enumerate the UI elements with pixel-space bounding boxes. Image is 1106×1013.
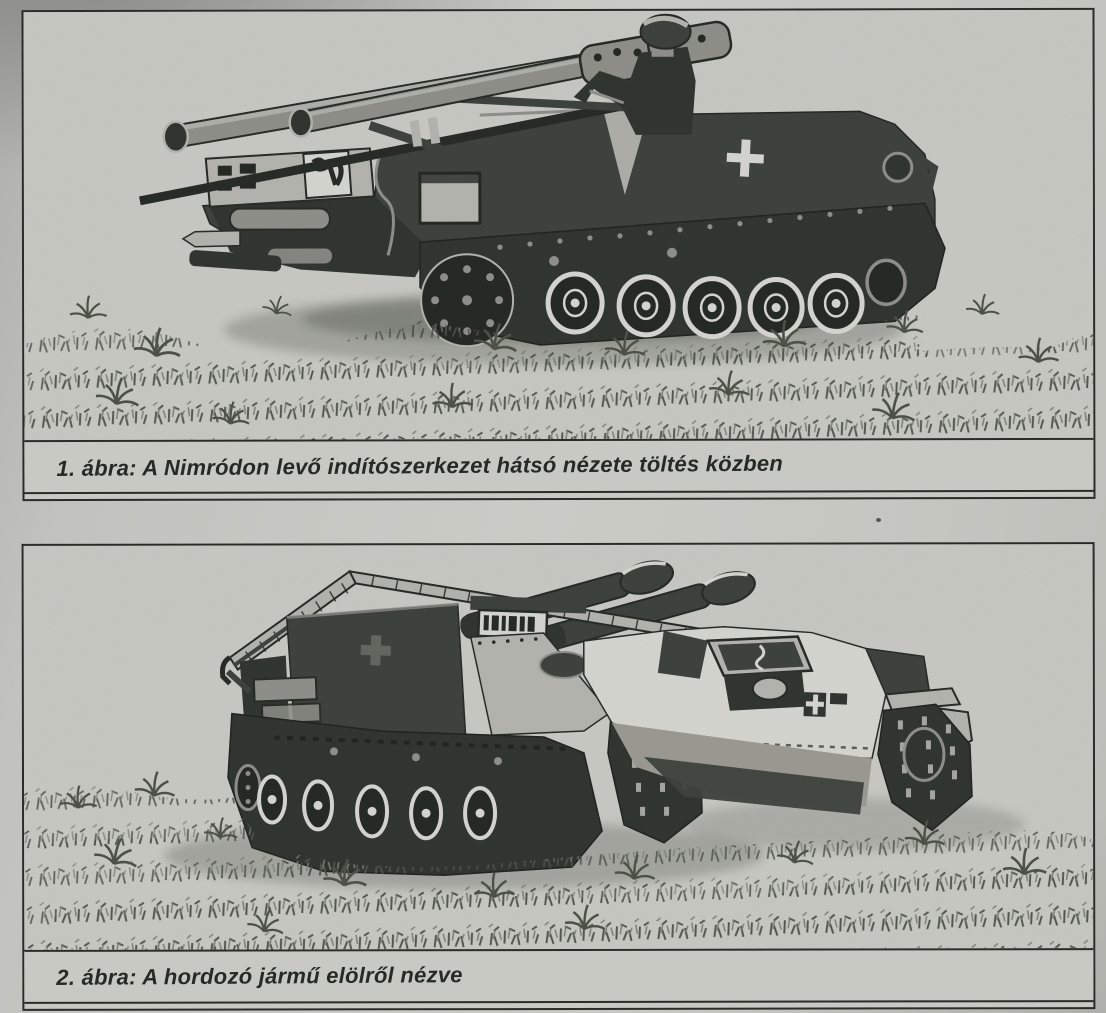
figure-2-caption-text: 2. ábra: A hordozó jármű elölről nézve: [56, 962, 463, 990]
figure-1-caption: [24, 438, 1093, 494]
scan-noise-overlay: [24, 544, 1094, 950]
figure-1-frame: [21, 8, 1095, 501]
figure-2-frame: [22, 542, 1096, 1011]
carrier-front-view-drawing: [24, 544, 1094, 950]
nimrod-rear-view-drawing: [23, 10, 1093, 440]
figure-2-illustration: [24, 544, 1094, 950]
scan-speck: [876, 518, 881, 522]
figure-1-caption-text: 1. ábra: A Nimródon levő indítószerkezet hátsó nézete töltés közben: [56, 450, 784, 481]
figure-2-caption: [24, 948, 1093, 1004]
scan-noise-overlay: [23, 10, 1093, 440]
figure-1-illustration: [23, 10, 1093, 440]
